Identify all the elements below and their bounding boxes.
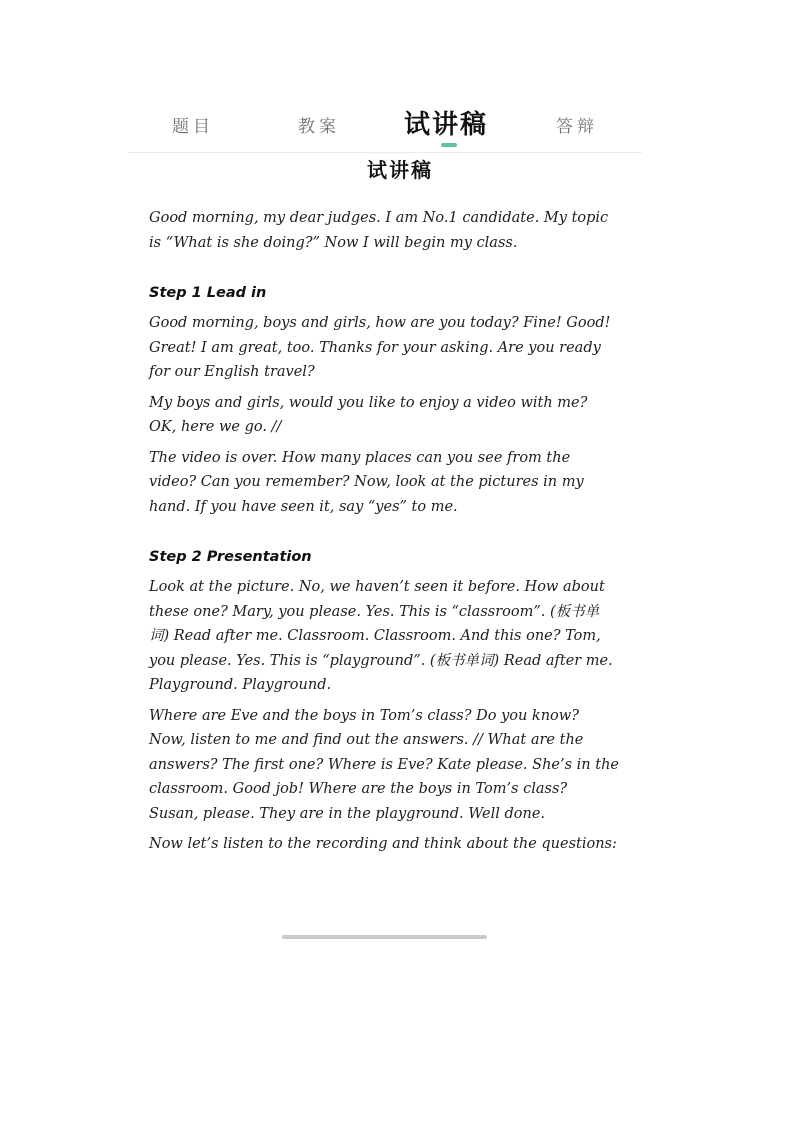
tab-lecture-script[interactable]: 试讲稿 [404, 110, 489, 140]
step1-heading: Step 1 Lead in [149, 285, 267, 301]
step2-heading: Step 2 Presentation [149, 549, 312, 565]
tab-bar [128, 100, 642, 153]
tab-defense[interactable]: 答辩 [556, 117, 598, 137]
document-title: 试讲稿 [367, 158, 433, 182]
step1-paragraph: The video is over. How many places can you see from the video? Can you remember? Now, look at the pictures in my hand. If you have seen it, say “yes” to me. [149, 449, 584, 515]
document-body [149, 206, 619, 863]
step2-paragraph: Now let’s listen to the recording and think about the questions: [149, 836, 617, 852]
step2-paragraph: Look at the picture. No, we haven’t seen it before. How about these one? Mary, you please. Yes. This is “classroom”. (板书单词) Read after me. Classroom. Classroom. And this one? Tom, you please. Yes. This is “playground”. (板书单词) Read after me. Playground. Playground. [149, 579, 613, 693]
step1-paragraph: Good morning, boys and girls, how are you today? Fine! Good! Great! I am great, too. Thanks for your asking. Are you ready for our English travel? [149, 315, 611, 380]
step1-paragraph: My boys and girls, would you like to enjoy a video with me? OK, here we go. // [149, 394, 588, 435]
active-tab-indicator [441, 143, 457, 147]
step2-paragraph: Where are Eve and the boys in Tom’s class? Do you know? Now, listen to me and find out the answers. // What are the answers? The first one? Where is Eve? Kate please. She’s in the classroom. Good job! Where are the boys in Tom’s class? Susan, please. They are in the playground. Well done. [149, 707, 619, 822]
tab-lesson-plan[interactable]: 教案 [298, 117, 340, 137]
intro-paragraph: Good morning, my dear judges. I am No.1 candidate. My topic is “What is she doing?” Now I will begin my class. [149, 210, 609, 251]
tab-questions[interactable]: 题目 [172, 117, 214, 137]
horizontal-scrollbar[interactable] [282, 935, 487, 939]
